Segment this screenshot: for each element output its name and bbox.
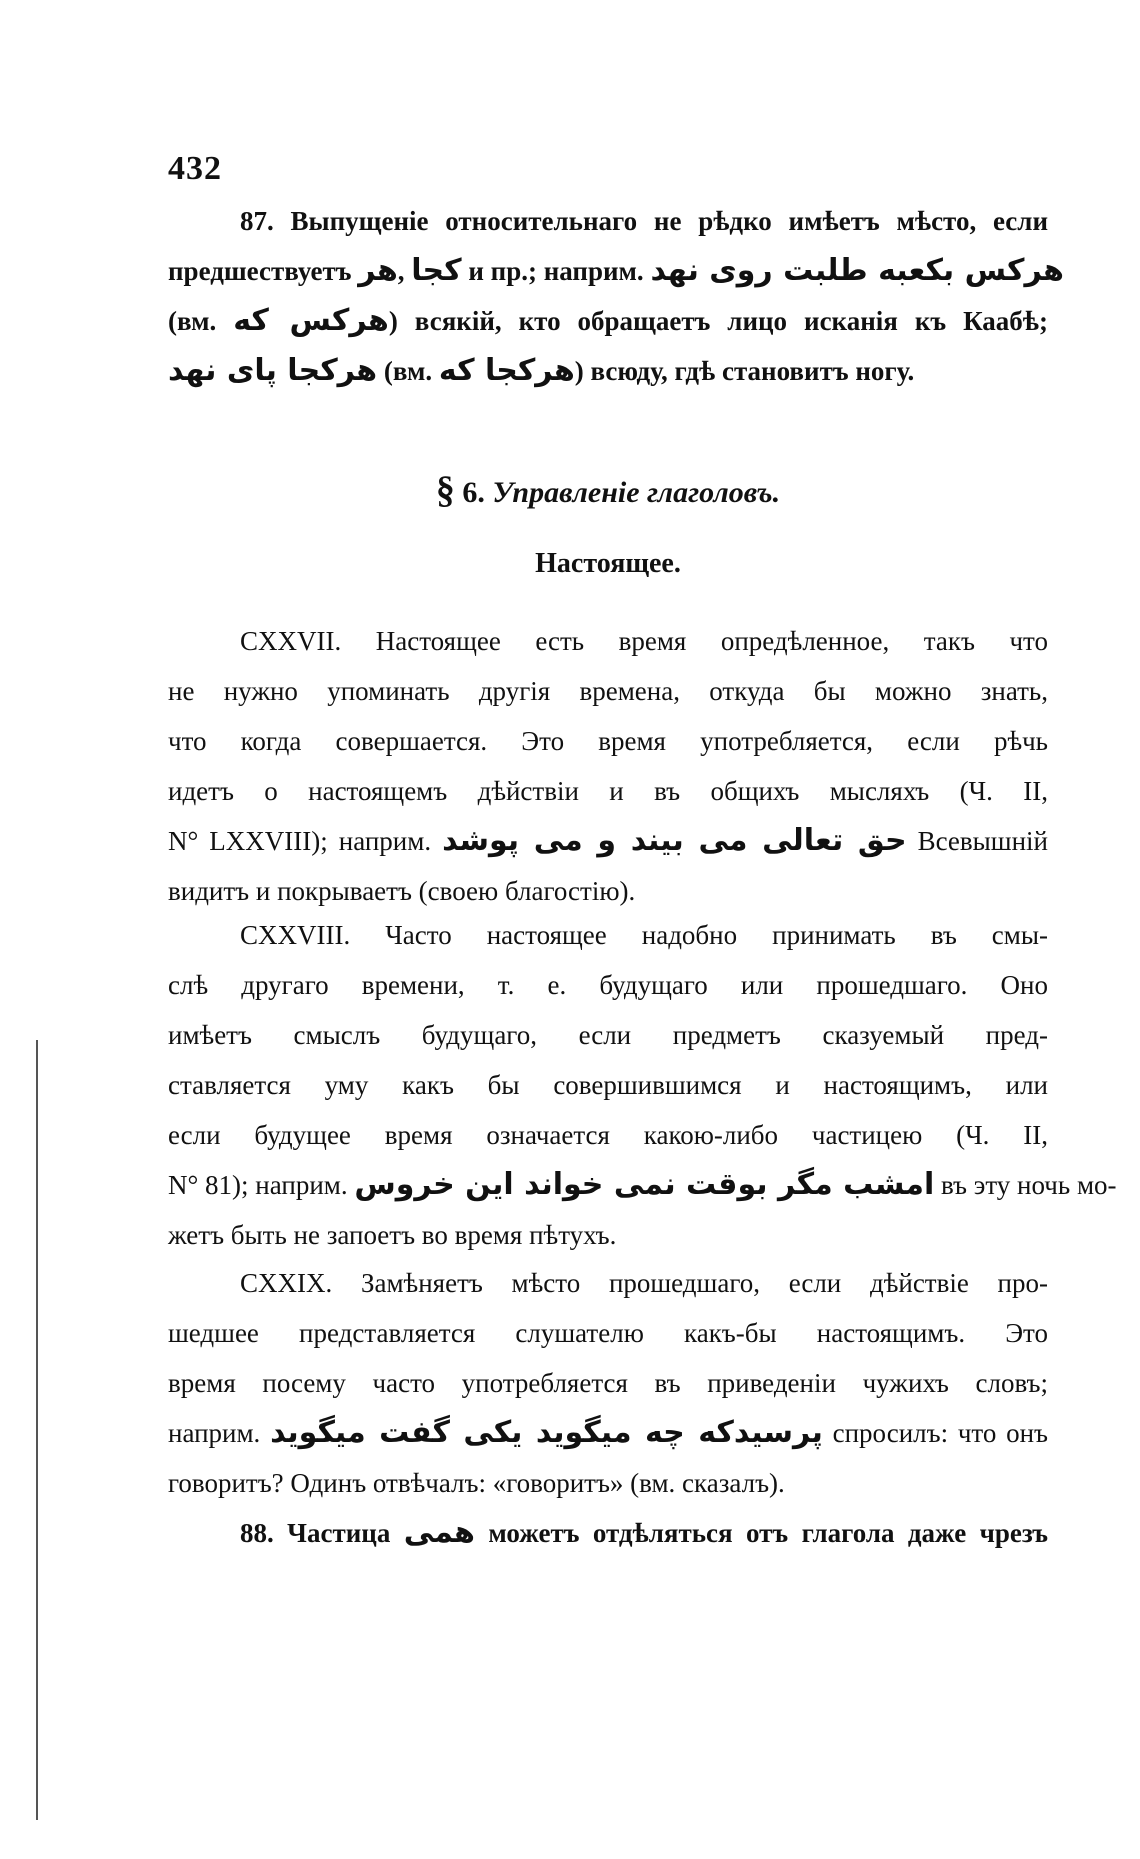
text-run: ) всякій, кто обращаетъ лицо исканія къ Каабѣ; bbox=[388, 306, 1049, 336]
text-run: Всевышній bbox=[917, 826, 1048, 856]
text-line: имѣетъ смыслъ будущаго, если предметъ сказуемый пред- bbox=[168, 1020, 1048, 1050]
section-title: Управленіе глаголовъ. bbox=[492, 476, 781, 509]
arabic-phrase: امشب مگر بوقت نمی خواند این خروس bbox=[354, 1167, 935, 1202]
text-run: спросилъ: что онъ bbox=[832, 1418, 1049, 1448]
page-number: 432 bbox=[168, 150, 222, 187]
text-line: CXXVIII. Часто настоящее надобно принимать въ смы- bbox=[240, 920, 1048, 950]
paragraph-cxxvii bbox=[168, 616, 1048, 916]
arabic-phrase: پرسیدکه چه میگوید یکی گفت میگوید bbox=[270, 1415, 823, 1450]
text-line: если будущее время означается какою-либо частицею (Ч. II, bbox=[168, 1120, 1048, 1150]
text-run: (вм. bbox=[383, 356, 433, 386]
text-line: ставляется уму какъ бы совершившимся и настоящимъ, или bbox=[168, 1070, 1048, 1100]
paragraph-cxxviii bbox=[168, 910, 1117, 1260]
text-run: предшествуетъ bbox=[168, 256, 352, 286]
text-line bbox=[168, 296, 1048, 346]
text-run: наприм. bbox=[168, 1418, 261, 1448]
text-line: слѣ другаго времени, т. е. будущаго или прошедшаго. Оно bbox=[168, 970, 1048, 1000]
text-run: ) всюду, гдѣ становитъ ногу. bbox=[574, 356, 915, 386]
page-edge-line bbox=[36, 1040, 38, 1820]
arabic-word: همی bbox=[403, 1515, 475, 1550]
text-line bbox=[168, 346, 1048, 396]
text-line: шедшее представляется слушателю какъ-бы настоящимъ. Это bbox=[168, 1318, 1048, 1348]
text-line bbox=[168, 246, 1064, 296]
text-line: что когда совершается. Это время употребляется, если рѣчь bbox=[168, 726, 1048, 756]
arabic-word: هر bbox=[358, 253, 398, 288]
arabic-phrase: هرکس بکعبه طلبت روی نهد bbox=[650, 253, 1064, 288]
section-sign: § bbox=[435, 469, 455, 511]
arabic-phrase: حق تعالی می بیند و می پوشد bbox=[442, 823, 907, 858]
paragraph-87 bbox=[168, 196, 1064, 396]
text-line bbox=[168, 816, 1048, 866]
text-line: жетъ быть не запоетъ во время пѣтухъ. bbox=[168, 1220, 617, 1250]
text-run: , bbox=[397, 256, 405, 286]
arabic-phrase: هرکجا پای نهد bbox=[168, 353, 378, 388]
text-run: N° LXXVIII); наприм. bbox=[168, 826, 432, 856]
arabic-word: هرکس که bbox=[233, 303, 389, 338]
paragraph-cxxix bbox=[168, 1258, 1048, 1508]
text-line bbox=[168, 1160, 1117, 1210]
text-line: говоритъ? Одинъ отвѣчалъ: «говоритъ» (вм. сказалъ). bbox=[168, 1468, 785, 1498]
text-line: не нужно упоминать другія времена, откуда бы можно знать, bbox=[168, 676, 1048, 706]
text-line: CXXVII. Настоящее есть время опредѣленное, такъ что bbox=[240, 626, 1048, 656]
text-run: можетъ отдѣляться отъ глагола даже чрезъ bbox=[488, 1518, 1048, 1548]
text-run: и пр.; наприм. bbox=[468, 256, 644, 286]
text-line bbox=[168, 1408, 1048, 1458]
section-heading bbox=[168, 468, 1048, 512]
text-line: видитъ и покрываетъ (своею благостію). bbox=[168, 876, 636, 906]
text-run: 88. Частица bbox=[240, 1518, 391, 1548]
text-run: (вм. bbox=[168, 306, 217, 336]
text-line: время посему часто употребляется въ приведеніи чужихъ словъ; bbox=[168, 1368, 1048, 1398]
section-number: 6. bbox=[462, 476, 485, 509]
text-run: N° 81); наприм. bbox=[168, 1170, 348, 1200]
text-line: идетъ о настоящемъ дѣйствіи и въ общихъ мысляхъ (Ч. II, bbox=[168, 776, 1048, 806]
paragraph-88 bbox=[168, 1508, 1048, 1558]
text-line bbox=[168, 1508, 1048, 1558]
text-run: въ эту ночь мо- bbox=[940, 1170, 1117, 1200]
arabic-word: هرکجا که bbox=[438, 353, 575, 388]
subheading: Настоящее. bbox=[535, 548, 681, 579]
text-line: 87. Выпущеніе относительнаго не рѣдко имѣетъ мѣсто, если bbox=[240, 206, 1048, 236]
text-line: CXXIX. Замѣняетъ мѣсто прошедшаго, если дѣйствіе про- bbox=[240, 1268, 1048, 1298]
arabic-word: کجا bbox=[411, 253, 462, 288]
